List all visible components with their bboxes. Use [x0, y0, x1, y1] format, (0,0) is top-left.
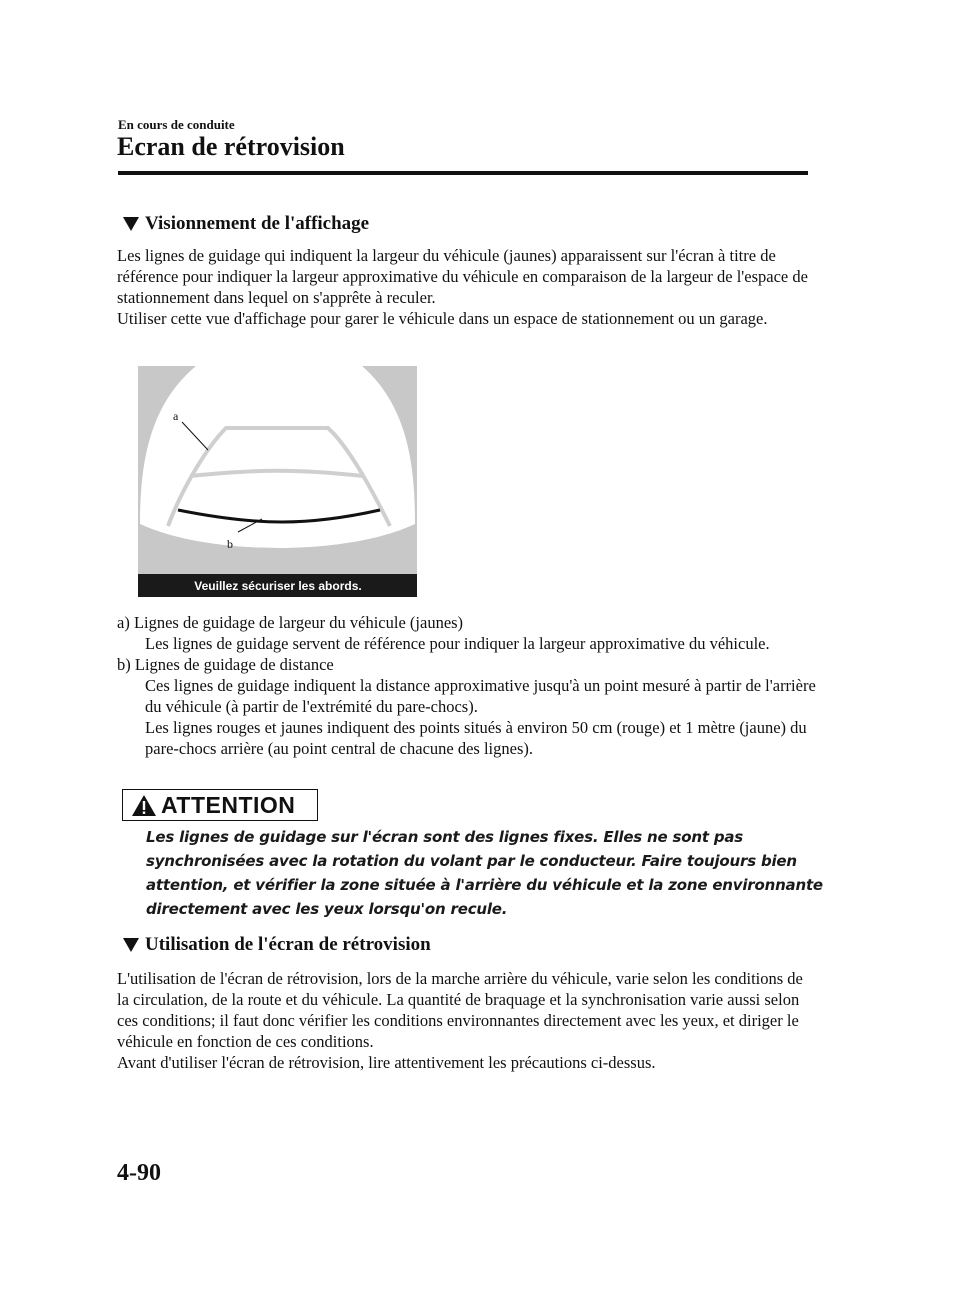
list-item-head: b) Lignes de guidage de distance [117, 655, 334, 674]
list-item-body: Les lignes de guidage servent de référence pour indiquer la largeur approximative du véhicule. [145, 634, 770, 653]
figure-caption-bar: Veuillez sécuriser les abords. [194, 579, 362, 593]
list-item-body: Ces lignes de guidage indiquent la distance approximative jusqu'à un point mesuré à partir de l'arrière du véhicule (à partir de l'extrémité du pare-chocs). [145, 676, 816, 716]
rear-camera-figure [138, 366, 417, 597]
figure-label-b: b [227, 537, 233, 551]
paragraph: L'utilisation de l'écran de rétrovision, lors de la marche arrière du véhicule, varie selon les conditions de la circulation, de la route et du véhicule. La quantité de braquage et la synchronisation varie aussi selon ces conditions; il faut donc vérifier les conditions environnantes directement avec les yeux, et diriger le véhicule en fonction de ces conditions. [117, 969, 803, 1051]
paragraph: Les lignes de guidage qui indiquent la largeur du véhicule (jaunes) apparaissent sur l'écran à titre de référence pour indiquer la largeur approximative du véhicule en comparaison de la largeur de l'espace de stationnement dans lequel on s'apprête à reculer. [117, 246, 808, 307]
title-rule [118, 171, 808, 175]
paragraph: Utiliser cette vue d'affichage pour garer le véhicule dans un espace de stationnement ou un garage. [117, 309, 768, 328]
section-heading-text: Visionnement de l'affichage [145, 213, 370, 234]
section-body-display [117, 245, 817, 329]
legend-list [117, 612, 817, 759]
section-body-usage [117, 968, 817, 1073]
attention-label: ATTENTION [161, 791, 296, 818]
warning-triangle-icon [131, 794, 157, 817]
page-number: 4-90 [117, 1160, 161, 1186]
section-heading-usage [123, 934, 431, 956]
page-title: Ecran de rétrovision [117, 132, 345, 161]
section-label: En cours de conduite [118, 117, 235, 132]
section-heading-display [123, 213, 369, 235]
list-item-head: a) Lignes de guidage de largeur du véhicule (jaunes) [117, 613, 464, 632]
section-heading-text: Utilisation de l'écran de rétrovision [145, 934, 431, 955]
list-item-body: Les lignes rouges et jaunes indiquent des points situés à environ 50 cm (rouge) et 1 mètre (jaune) du pare-chocs arrière (au point central de chacune des lignes). [145, 718, 807, 758]
attention-header [122, 789, 318, 821]
paragraph: Avant d'utiliser l'écran de rétrovision, lire attentivement les précautions ci-dessus. [117, 1053, 656, 1072]
figure-label-a: a [173, 409, 179, 423]
down-triangle-icon [123, 217, 139, 231]
attention-text: Les lignes de guidage sur l'écran sont des lignes fixes. Elles ne sont pas synchronisées avec la rotation du volant par le conducteur. Faire toujours bien attention, et vérifier la zone située à l'arrière du véhicule et la zone environnante directement avec les yeux lorsqu'on recule. [146, 828, 823, 918]
down-triangle-icon [123, 938, 139, 952]
rear-camera-screen-illustration [138, 366, 417, 597]
